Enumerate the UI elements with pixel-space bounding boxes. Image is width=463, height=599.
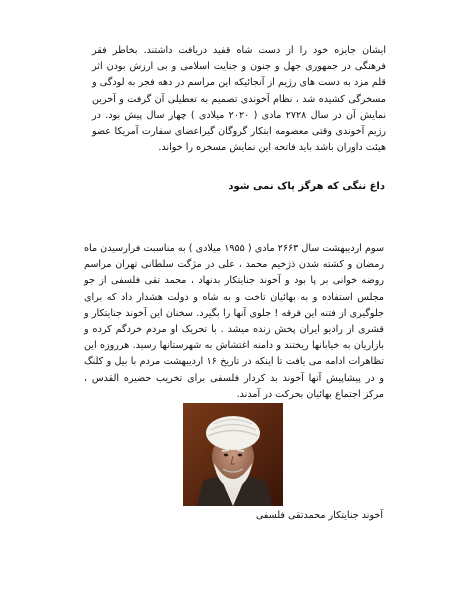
- paragraph-1: ایشان جایزه خود را از دست شاه قفید دریافت داشتند. بخاطر فقر فرهنگی در جمهوری جهل و جنون و جنایت اسلامی و بی ارزش بودن اثر قلم مزد به دست های رژیم از آنجائیکه این مراسم در دهه فجر به لودگی و مسخرگی کشیده شد ، نظام آخوندی تصمیم به تعطیلی آن گرفت و آخرین نمایش آن در سال ۲۷۲۸ مادی ( ۲۰۲۰ میلادی ) چهار سال پیش بود. در رژیم آخوندی وقتی معصومه ابتکار گروگان گیراعضای سفارت آمریکا عضو هیئت داوران باشد باید فاتحه این نمایش مسخره را خواند.: [92, 45, 386, 154]
- portrait-illustration: [183, 403, 283, 506]
- portrait-photo: [183, 403, 283, 506]
- photo-caption: آخوند جنایتکار محمدتقی فلسفی: [255, 510, 383, 521]
- section-heading: داغ ننگی که هرگز پاک نمی شود: [228, 181, 385, 192]
- paragraph-2: سوم اردیبهشت سال ۲۶۶۳ مادی ( ۱۹۵۵ میلادی ) به مناسبت فرارسیدن ماه رمضان و کشته شدن ذژخیم محمد ، علی در مژگت سلطانی تهران مراسم روضه خوانی بر پا بود و آخوند جنایتکار بدنهاد ، محمد تقی فلسفی از جو مجلس استفاده و به بهائیان تاخت و به شاه و دولت هشدار داد که برای جلوگیری از فتنه این فرقه ! جلوی آنها را بگیرد. سخنان این آخوند جنایتکار و قشری از رادیو ایران پخش زنده میشد . با تحریک او مردم خردگم کرده و بازاریان به خیابانها ریختند و دامنه اغتشاش به شهرستانها رسید. هرروزه این تظاهرات ادامه می یافت تا اینکه در تاریخ ۱۶ اردیبهشت مردم با بیل و کلنگ و در پیشاپیش آنها آخوند بد کردار فلسفی برای تخریب حضیره القدس ، مرکز اجتماع بهائیان بحرکت در آمدند.: [84, 243, 384, 400]
